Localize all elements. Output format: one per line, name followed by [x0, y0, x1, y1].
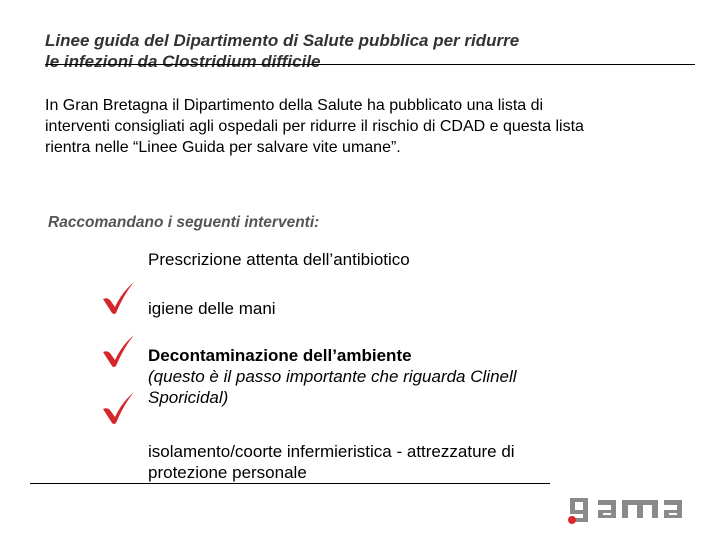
check-mark-icon — [100, 280, 136, 316]
intro-line-1: In Gran Bretagna il Dipartimento della Salute ha pubblicato una lista di — [45, 97, 544, 114]
intro-line-3: rientra nelle “Linee Guida per salvare vite umane”. — [45, 139, 401, 156]
intro-paragraph — [45, 95, 685, 158]
list-item-antibiotic — [148, 249, 668, 270]
intro-line-2: interventi consigliati agli ospedali per ridurre il rischio di CDAD e questa lista — [45, 118, 584, 135]
title-line-2: le infezioni da Clostridium difficile — [45, 52, 321, 71]
check-mark-icon — [100, 390, 136, 426]
footer-divider — [30, 483, 550, 484]
list-item-text-line-1: isolamento/coorte infermieristica - attrezzature di — [148, 442, 515, 461]
check-mark-icon — [100, 333, 136, 369]
title-divider — [45, 64, 695, 65]
recommendations-heading: Raccomandano i seguenti interventi: — [48, 214, 320, 231]
list-item-text: Prescrizione attenta dell’antibiotico — [148, 250, 410, 269]
gama-logo — [566, 492, 688, 524]
page-title — [45, 30, 645, 72]
list-item-text-line-2: protezione personale — [148, 463, 307, 482]
list-item-isolation — [148, 441, 668, 483]
list-item-note-line-1: (questo è il passo importante che riguarda Clinell — [148, 367, 517, 386]
title-line-1: Linee guida del Dipartimento di Salute pubblica per ridurre — [45, 31, 520, 50]
list-item-decontamination — [148, 345, 668, 408]
list-item-text: Decontaminazione dell’ambiente — [148, 346, 412, 365]
list-item-hand-hygiene — [148, 298, 668, 319]
list-item-note-line-2: Sporicidal) — [148, 388, 229, 407]
list-item-text: igiene delle mani — [148, 299, 276, 318]
